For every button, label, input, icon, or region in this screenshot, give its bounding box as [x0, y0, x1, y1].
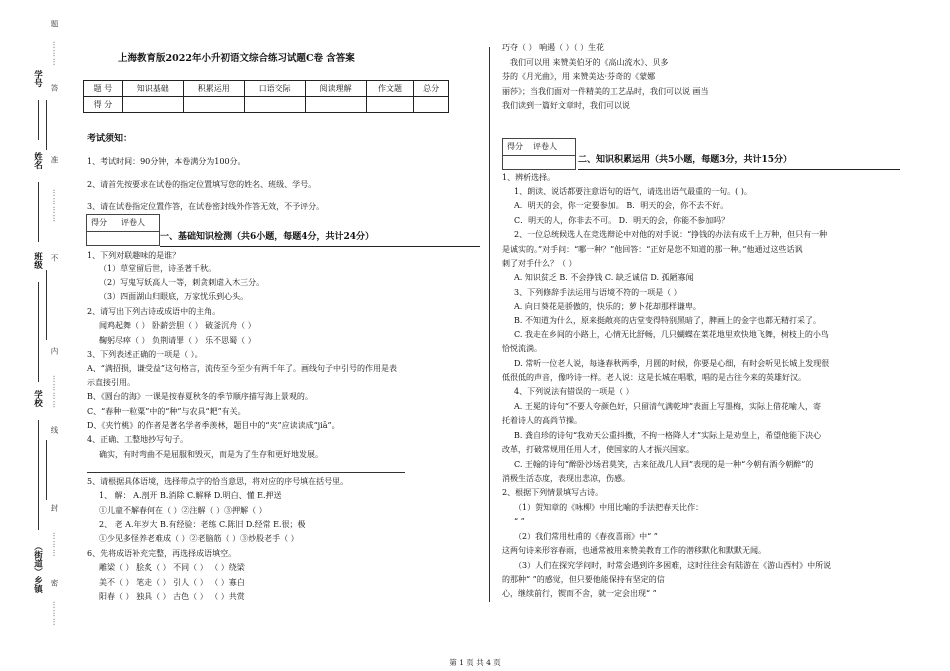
question-line: 刺了对手什么？（ ）	[502, 259, 577, 268]
question-line: 这两句诗来形容春雨，也通常被用来赞美教育工作的潜移默化和默默无闻。	[502, 546, 766, 555]
copy-answer-line[interactable]	[87, 462, 405, 473]
scorer-box-blank	[86, 232, 160, 246]
question-line: A. 知识贫乏 B. 不会挣钱 C. 缺乏诚信 D. 孤陋寡闻	[514, 273, 694, 282]
scorer-reviewer-label: 评卷人	[533, 142, 557, 151]
binding-char: 题	[50, 19, 59, 29]
section2-title: 二、知识积累运用（共5小题，每题3分，共计15分）	[578, 155, 793, 165]
notice-item: 3、请在试卷指定位置作答，在试卷密封线外作答无效，不予评分。	[87, 202, 325, 211]
question-line: B、《圆台的海》一课是按春夏秋冬的季节顺序描写海上景观的。	[87, 392, 313, 401]
score-cell[interactable]	[366, 97, 414, 113]
question-line: （3）人们在探究学问时，时常会遇到许多困难，这时往往会有陆游在《游山西村》中所说	[514, 561, 832, 570]
score-cell[interactable]	[244, 97, 305, 113]
question-line: 2、根据下列情景填写古诗。	[502, 488, 604, 497]
binding-char: 答	[50, 83, 59, 93]
question-line: 确实，有时弯曲不是屈服和毁灭，而是为了生存和更好地发展。	[99, 450, 323, 459]
section1-title: 一、基础知识检测（共6小题，每题4分，共计24分）	[160, 232, 375, 242]
column-divider	[489, 47, 490, 602]
question-line: 1、辨析选择。	[502, 173, 556, 182]
question-line: 4、下列说法有错误的一项是（ ）	[514, 387, 634, 396]
question-line: 托着诗人的高尚节操。	[502, 416, 582, 425]
scorer-box	[86, 214, 160, 232]
binding-line	[46, 440, 47, 500]
question-line: C. 王翰的诗句“醉卧沙场君莫笑，古来征战几人回”表现的是一种“今朝有酒今朝醉”的	[514, 460, 814, 469]
score-table-header: 总分	[414, 81, 449, 97]
binding-char: 封	[50, 503, 59, 513]
page-footer: 第 1 页 共 4 页	[449, 658, 501, 667]
question-line: “ ”	[514, 517, 525, 526]
question-line: （2）写鬼写妖高人一等，刺贪刺虐入木三分。	[99, 278, 265, 287]
question-line: B. 不知道为什么，原来挺敞亮的店堂变得特别黑暗了，脾画上的金字也都无精打采了。	[514, 316, 821, 325]
question-line: 4、正确、工整地抄写句子。	[87, 435, 189, 444]
binding-char: 准	[50, 155, 59, 165]
score-cell[interactable]	[183, 97, 244, 113]
question-line: 2、一位总统候选人在竞选辩论中对他的对手说：“挣钱的办法有成千上万种，但只有一种	[514, 230, 828, 239]
question-line: 2、请写出下列古诗或成语中的主角。	[87, 307, 221, 316]
page-title: 上海教育版2022年小升初语文综合练习试题C卷 含答案	[118, 53, 355, 64]
question-line: D. 常听一位老人说，每逢春秋两季，月圆的时候，你要是心细，有时会听见长城上发现很	[514, 359, 830, 368]
question-line: A. 向日葵花是骄傲的，快乐的；萝卜花却那样谦卑。	[514, 302, 701, 311]
question-line: C．明天的人，你非去不可。 D．明天的会，你能不参加吗？	[514, 216, 730, 225]
question-line: 的那种“ ”的感觉，但只要他能保持有坚定的信	[502, 575, 665, 584]
question-line: B. 龚自珍的诗句“我劝天公重抖擞，不拘一格降人才”实际上是劝皇上，希望他能下决心	[514, 431, 822, 440]
binding-label-school: 学校	[32, 390, 43, 407]
question-line: （2）我们常用杜甫的《春夜喜雨》中“ ”	[514, 532, 658, 541]
binding-dots: ⋯⋯⋯⋯	[50, 189, 59, 223]
score-table-row-label: 得 分	[84, 97, 123, 113]
question-line: 鞠躬尽瘁（ ） 负荆请罪（ ） 乐不思蜀（ ）	[99, 336, 256, 345]
score-table-header: 口语交际	[244, 81, 305, 97]
question-line: 1、 解： A.剖开 B.消除 C.解释 D.明白、懂 E.押送	[99, 491, 282, 500]
binding-label-student-number: 学号	[32, 70, 43, 87]
question-line: 芬的《月光曲》，用 来赞美达·芬奇的《蒙娜	[502, 72, 656, 81]
question-line: A. 王冕的诗句“不要人夸颜色好，只留清气满乾坤”表面上写墨梅，实际上借花喻人，寄	[514, 402, 822, 411]
section2-rule	[578, 169, 900, 170]
question-line: 6、先将成语补充完整，再选择成语填空。	[87, 549, 237, 558]
score-cell[interactable]	[122, 97, 183, 113]
binding-dots: ⋯⋯⋯	[50, 41, 59, 67]
notice-item: 2、请首先按要求在试卷的指定位置填写您的姓名、班级、学号。	[87, 180, 317, 189]
question-line: 我们读到一篇好文章时，我们可以说	[502, 101, 630, 110]
binding-field-line	[38, 420, 39, 530]
binding-dots: ⋯⋯⋯	[50, 601, 59, 627]
question-line: ①少见多怪养老难成（ ）②老脑筋（ ）③炒股老手（ ）	[99, 534, 299, 543]
question-line: C、“春种一粒粟”中的“种”与农具“耙”有关。	[87, 407, 246, 416]
question-line: 1、朗读、说话都要注意语句的语气，请选出语气最重的一句。( )。	[514, 187, 752, 196]
score-cell[interactable]	[414, 97, 449, 113]
question-line: （1）贺知章的《咏柳》中用比喻的手法把春天比作：	[514, 503, 704, 512]
binding-line	[46, 100, 47, 150]
binding-label-name: 姓名	[32, 152, 43, 169]
notice-item: 1、考试时间：90分钟，本卷满分为100分。	[87, 157, 246, 166]
question-line: 是诚实的。”对手问：“哪一种？”他回答：“正好是您不知道的那一种。”他通过这些话讽	[502, 245, 803, 254]
scorer-box	[502, 138, 576, 156]
question-line: 2、 老 A.年岁大 B.有经验：老练 C.陈旧 D.经常 E.很；极	[99, 520, 306, 529]
question-line: 丽莎》；当我们面对一件精美的工艺品时，我们可以说 画当	[502, 87, 709, 96]
question-line: 5、请根据具体语境，选择带点字的恰当意思，将对应的序号填在括号里。	[87, 477, 349, 486]
question-line: C. 我走在乡间的小路上，心情无比舒畅，几只蝴蝶在菜花地里欢快地飞舞，树枝上的小鸟	[514, 330, 829, 339]
question-line: 巧夺（ ） 响遏（ ）（ ）生花	[502, 43, 605, 52]
question-line: 心，继续前行，锲而不舍，就一定会出现“ ”	[502, 589, 657, 598]
question-line: ①儿童不解春何在（ ）②注解（ ）③押解（ ）	[99, 506, 267, 515]
binding-line	[46, 270, 47, 340]
question-line: 3、下列修辞手法运用与语境不符的一项是（ ）	[514, 288, 682, 297]
question-line: 3、下列表述正确的一项是（ ）。	[87, 350, 203, 359]
score-table-header: 积累运用	[183, 81, 244, 97]
binding-field-line	[38, 100, 39, 140]
question-line: 消极生活态度，表现出悲凉，伤感。	[502, 474, 630, 483]
scorer-reviewer-label: 评卷人	[121, 218, 145, 227]
question-line: 低很低的声音，像吟诗一样。老人说：这是长城在唱歌，唱的是古往今来的英雄好汉。	[502, 373, 806, 382]
notice-heading: 考试须知：	[87, 134, 133, 144]
score-cell[interactable]	[305, 97, 366, 113]
question-line: 阳春（ ） 独具（ ） 古色（ ） （ ）共赏	[99, 592, 245, 601]
score-table-header-row	[84, 81, 449, 97]
binding-dots: ⋯⋯⋯⋯	[50, 375, 59, 409]
score-table-header: 阅读理解	[305, 81, 366, 97]
binding-field-line	[38, 282, 39, 382]
binding-label-class: 班级	[32, 252, 43, 269]
binding-field-line	[38, 182, 39, 242]
question-line: 示直接引用。	[87, 378, 135, 387]
question-line: 闻鸡起舞（ ） 卧薪尝胆（ ） 破釜沉舟（ ）	[99, 321, 256, 330]
scorer-score-label: 得分	[507, 142, 523, 151]
score-table	[83, 80, 449, 113]
question-line: （3）四面湖山归眼底，万家忧乐到心头。	[99, 292, 249, 301]
question-line: 1、下列对联趣味的是谁？	[87, 251, 181, 260]
binding-dots: ⋯⋯⋯	[50, 532, 59, 558]
scorer-box-blank	[502, 156, 576, 170]
question-line: 恰悦流淌。	[502, 344, 542, 353]
question-line: 雕梁（ ） 脍炙（ ） 不同（ ） （ ）绕梁	[99, 563, 245, 572]
question-line: D、《夹竹桃》的作者是著名学者季羡林，题目中的“夹”应读读成“jiā”。	[87, 421, 340, 430]
binding-label-township: （街道）乡镇	[32, 542, 43, 593]
binding-char: 内	[50, 346, 59, 356]
question-line: 美不（ ） 笔走（ ） 引人（ ） （ ）寡白	[99, 578, 245, 587]
score-table-score-row	[84, 97, 449, 113]
question-line: 改革，打破常规用任用人才，使国家的人才振兴国家。	[502, 445, 694, 454]
question-line: （1）草堂留后世，诗圣著千秋。	[99, 264, 217, 273]
question-line: A．明天的会，你一定要参加。 B．明天的会，你不去不好。	[514, 201, 729, 210]
question-line: A、“满招损，谦受益”这句格言，流传至今至少有两千年了。画线句子中引号的作用是表	[87, 364, 397, 373]
score-table-header: 知识基础	[122, 81, 183, 97]
question-line: 我们可以用 来赞美伯牙的《高山流水》、贝多	[510, 58, 669, 67]
score-table-header: 题 号	[84, 81, 123, 97]
binding-char: 不	[50, 253, 59, 263]
binding-char: 线	[50, 425, 59, 435]
section1-rule	[160, 246, 480, 247]
score-table-header: 作文题	[366, 81, 414, 97]
scorer-score-label: 得分	[91, 218, 107, 227]
binding-char: 密	[50, 578, 59, 588]
